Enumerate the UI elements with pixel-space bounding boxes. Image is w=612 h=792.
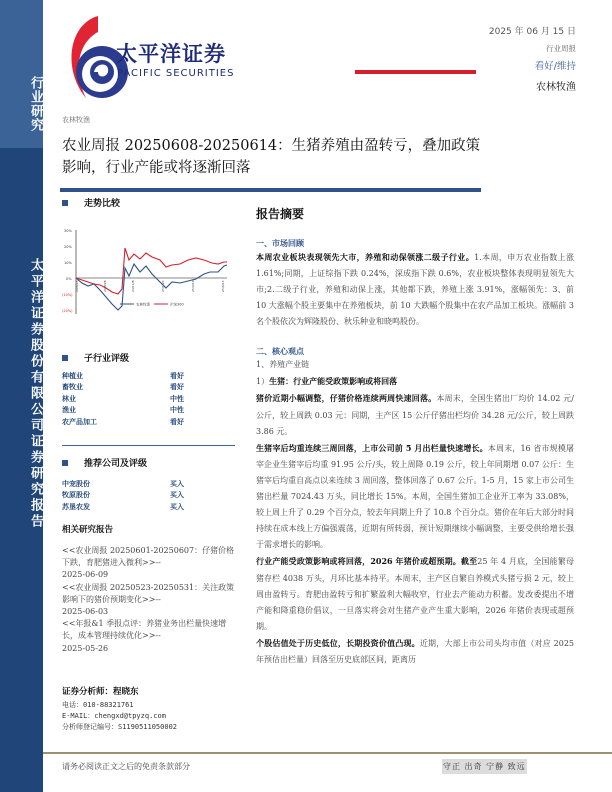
analyst-email[interactable]: E-MAIL：chengxd@tpyzq.com (62, 712, 166, 720)
companies-heading (62, 456, 147, 469)
report-title: 农业周报 20250608-20250614：生猪养殖由盈转亏，叠加政策影响，行业产能或将逐渐回落 (62, 138, 481, 176)
trend-chart (62, 222, 232, 322)
svg-text:24/11/8: 24/11/8 (131, 280, 135, 292)
related-report-link[interactable]: <<农业周报 20250523-20250531：关注政策影响下的猪价预期变化>>-- 2025-06-03 (62, 582, 235, 617)
series-agriculture (76, 264, 227, 310)
svg-text:25/1/23: 25/1/23 (161, 280, 165, 292)
table-row: 农产品加工 看好 (62, 416, 184, 426)
disclaimer-note: 请务必阅读正文之后的免责条款部分 (62, 762, 190, 771)
table-row: 苏垦农发 买入 (62, 501, 184, 511)
svg-text:24/8/28: 24/8/28 (103, 280, 107, 292)
logo-text-cn: 太平洋证券 (116, 42, 226, 66)
companies-table (62, 478, 237, 513)
bullet-square-icon (62, 200, 68, 206)
subsection-hog: 1）生猪：行业产能受政策影响或将回落 (256, 376, 398, 387)
trend-section (62, 196, 237, 209)
companies-heading-text: 推荐公司及评级 (84, 459, 148, 469)
table-row: 中宠股份 买入 (62, 478, 184, 488)
paragraph-hog-price: 猪价近期小幅调整，仔猪价格连续两周快速回落。本周末，全国生猪出厂均价 14.02 元/公斤，较上周跌 0.03 元：同期，主产区 15 公斤仔猪出栏均价 34.28 元/公斤，较上周跌 3.86 元。 (256, 393, 575, 436)
report-type: 行业周报 (546, 44, 576, 53)
related-reports-heading: 相关研究报告 (62, 525, 114, 535)
related-report-link[interactable]: <<年报&1 季报点评：养猪业务出栏量快速增长，成本管理持续优化>>-- 2025-05-26 (62, 619, 227, 653)
svg-text:农林牧渔: 农林牧渔 (136, 302, 150, 307)
report-date: 2025 年 06 月 15 日 (488, 27, 576, 37)
table-row: 种植业 看好 (62, 370, 184, 380)
report-summary (256, 205, 574, 668)
subsection-breeding-chain: 1、养殖产业链 (256, 360, 310, 370)
svg-text:沪深300: 沪深300 (170, 302, 184, 307)
paragraph-valuation: 个股估值处于历史低位，长期投资价值凸现。近期，大部上市公司头均市值（对应 2025 年预估出栏量）回落至历史底部区间，距离历 (256, 637, 575, 664)
table-row: 渔业 中性 (62, 405, 184, 415)
sub-industry-table (62, 370, 237, 428)
analyst-license: 分析师登记编号：S1190511050002 (62, 723, 178, 731)
y-tick-10: 10% (64, 261, 72, 265)
trend-heading (62, 196, 237, 209)
y-tick-20: 20% (64, 245, 72, 249)
sub-industry-heading-text: 子行业评级 (84, 354, 130, 364)
breadcrumb: 农林牧渔 (62, 116, 90, 124)
analyst-phone: 电话：010-88321761 (62, 701, 134, 709)
series-csi300 (76, 248, 227, 294)
analyst-contact (62, 700, 177, 733)
paragraph-capacity: 行业产能受政策影响或将回落，2026 年猪价或超预期。截至25 年 4 月底，全国能繁母猪存栏 4038 万头，月环比基本持平。本周末，主产区自繁自养模式头猪亏损 2 元，较上周由盈转亏。育肥由盈转亏和扩繁盈利大幅收窄，行业去产能动力积蓄。发改委提出不增产能和降重稳价倡议，一旦落实将会对生猪产业产生重大影响，2026 年猪价表现或超预期。 (256, 556, 574, 631)
y-tick-0: 0% (66, 277, 72, 281)
svg-text:25/6/13: 25/6/13 (221, 280, 225, 292)
chart-legend (120, 302, 184, 307)
analyst-name: 证券分析师：程晓东 (62, 687, 139, 697)
logo-text-en: PACIFIC SECURITIES (117, 68, 235, 79)
header-accent-bar (355, 70, 476, 74)
sidebar (0, 0, 43, 792)
title-underline (60, 188, 481, 192)
sidebar-company-label: 太平洋证券股份有限公司证券研究报告 (28, 258, 43, 530)
y-tick-neg10: (10%) (62, 293, 73, 297)
section-core-view: 二、核心观点 (256, 346, 304, 357)
industry-rating: 看好/维持 (534, 61, 576, 72)
report-meta (489, 24, 576, 72)
table-row: 牧原股份 买入 (62, 490, 184, 500)
related-reports-list (62, 545, 238, 655)
svg-text:24/6/13: 24/6/13 (75, 280, 79, 292)
company-motto: 守正 出奇 宁静 致远 (442, 759, 527, 774)
table-row: 林业 中性 (62, 393, 184, 403)
y-tick-neg20: (20%) (62, 309, 73, 313)
y-tick-30: 30% (64, 229, 72, 233)
sub-industry-heading (62, 351, 129, 364)
bullet-square-icon (62, 460, 68, 466)
paragraph-market: 本周农业板块表现领先大市，养殖和动保领涨二级子行业。1.本周，申万农业指数上涨 1.61%;同期，上证综指下跌 0.24%，深成指下跌 0.6%，农业板块整体表现明显领先大市;2.二级子行业，养殖和动保上涨，其他都下跌，养殖上涨 3.91%，涨幅领先：3、前 10 大涨幅个股主要集中在养殖板块，前 10 大跌幅个股集中在农产品加工板块。涨幅前 3 名个股依次为辉隆股份、秋乐种业和晓鸣股份。 (256, 252, 574, 327)
summary-title: 报告摘要 (256, 207, 305, 221)
section-market-review: 一、市场回顾 (256, 238, 304, 248)
section-divider (62, 445, 235, 446)
footer-divider (43, 752, 612, 754)
paragraph-hog-weight: 生猪宰后均重连续三周回落，上市公司前 5 月出栏量快速增长。本周末，16 省市规模屠宰企业生猪宰后均重 91.95 公斤/头，较上周降 0.19 公斤，较上年同期增 0.07 公斤：生猪宰后均重自高点以来连续 3 周回落，整体回落了 0.67 公斤。1-5 月，15 家上市公司生猪出栏量 7024.43 万头，同比增长 15%。本周，全国生猪加工企业开工率为 33.08%，较上周上升了 0.29 个百分点，较去年同期上升了 10.8 个百分点。猪价在年后大部分时间持续在成本线上方偏强震荡，近期有所转弱，预计短期继续小幅调整，主要受供给增长强于需求增长的影响。 (256, 442, 574, 550)
bullet-square-icon (62, 355, 68, 361)
svg-text:25/4/10: 25/4/10 (191, 280, 195, 292)
sidebar-category-label: 行业研究 (28, 76, 43, 132)
trend-heading-text: 走势比较 (84, 199, 121, 209)
related-report-link[interactable]: <<农业周报 20250601-20250607：仔猪价格下跌，育肥猪进入微利>>-- 2025-06-09 (62, 546, 235, 580)
table-row: 畜牧业 看好 (62, 382, 184, 392)
industry-name: 农林牧渔 (536, 82, 576, 93)
